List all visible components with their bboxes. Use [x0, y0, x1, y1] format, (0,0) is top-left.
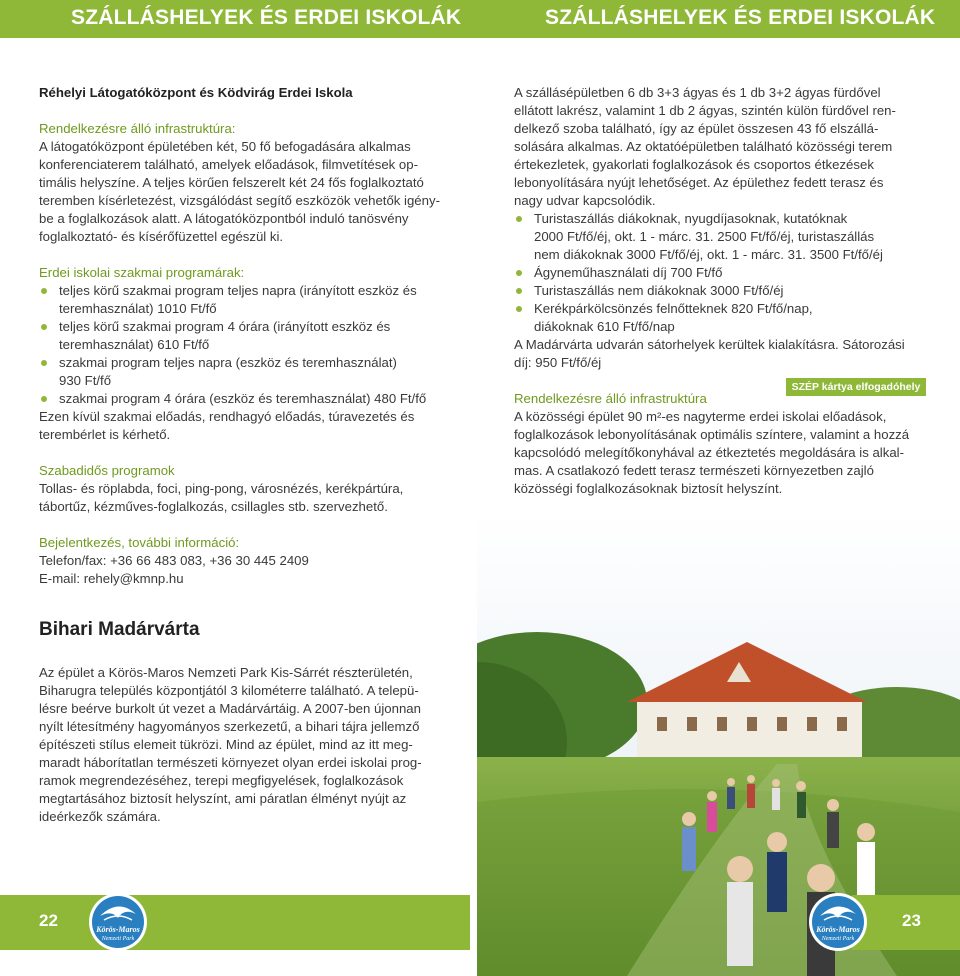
- infra-text-right: [514, 408, 924, 498]
- header-title-right: SZÁLLÁSHELYEK ÉS ERDEI ISKOLÁK: [545, 6, 936, 29]
- tent-text: [514, 336, 924, 372]
- text-line: solására alkalmas. Az oktatóépületben található közösségi terem: [514, 139, 893, 154]
- list-item-line: teljes körű szakmai program teljes napra (irányított eszköz és: [59, 283, 417, 298]
- lodging-intro-text: [514, 84, 924, 210]
- text-line: értekezletek, gyakorlati foglalkozások és csoportos étkezések: [514, 157, 874, 172]
- park-logo-right: [808, 892, 868, 952]
- text-line: Az épület a Körös-Maros Nemzeti Park Kis-Sárrét részterületén,: [39, 665, 413, 680]
- text-line: kapcsolódó melegítőkonyhával az étkeztetés megoldására is alkal-: [514, 445, 904, 460]
- text-line: delkező szoba található, így az épület összesen 43 fő elszállá-: [514, 121, 879, 136]
- list-item-line: 2000 Ft/fő/éj, okt. 1 - márc. 31. 2500 Ft/fő/éj, turistaszállás: [534, 229, 875, 244]
- text-line: lebonyolítására nyújt lehetőséget. Az épülethez fedett terasz és: [514, 175, 884, 190]
- page-number-right: 23: [902, 911, 921, 930]
- text-line: építészeti stílus elemeit tükrözi. Mind az épület, mind az itt meg-: [39, 737, 413, 752]
- section-title-rehely: Réhelyi Látogatóközpont és Ködvirág Erdei Iskola: [39, 85, 353, 100]
- text-line: nagy udvar kapcsolódik.: [514, 193, 656, 208]
- text-line: mas. A csatlakozó fedett terasz természeti környezetben zajló: [514, 463, 874, 478]
- text-line: tábortűz, kézműves-foglalkozás, csillagles stb. szervezhető.: [39, 499, 388, 514]
- text-line: A látogatóközpont épületében két, 50 fő befogadására alkalmas: [39, 139, 411, 154]
- list-item: [514, 264, 924, 282]
- text-line: megtartásához biztosít helyszínt, ami páratlan élményt nyújt az: [39, 791, 407, 806]
- free-time-heading: Szabadidős programok: [39, 463, 175, 478]
- free-time-text: [39, 480, 451, 516]
- text-line: Telefon/fax: +36 66 483 083, +36 30 445 2409: [39, 553, 309, 568]
- header-title-left: SZÁLLÁSHELYEK ÉS ERDEI ISKOLÁK: [71, 6, 462, 29]
- text-line: konferenciaterem található, amelyek előadások, filmvetítések op-: [39, 157, 418, 172]
- list-item-line: 930 Ft/fő: [59, 373, 112, 388]
- contact-text-left: [39, 552, 451, 588]
- text-line: Biharugra település központjától 3 kilométerre található. A telepü-: [39, 683, 419, 698]
- text-line: A Madárvárta udvarán sátorhelyek kerültek kialakításra. Sátorozási: [514, 337, 905, 352]
- header-bar: [0, 0, 960, 38]
- text-line: foglalkoztató- és kísérőfüzettel egészül ki.: [39, 229, 284, 244]
- text-line: díj: 950 Ft/fő/éj: [514, 355, 602, 370]
- footer-bar-left: [0, 895, 470, 950]
- text-line: ellátott lakrész, valamint 1 db 2 ágyas, szintén külön fürdővel ren-: [514, 103, 896, 118]
- infra-heading-left: Rendelkezésre álló infrastruktúra:: [39, 121, 236, 136]
- park-logo-icon: [808, 892, 868, 952]
- infra-text-left: [39, 138, 451, 246]
- list-item-line: Turistaszállás nem diákoknak 3000 Ft/fő/éj: [534, 283, 784, 298]
- text-line: maradt háborítatlan természeti környezet olyan erdei iskolai prog-: [39, 755, 422, 770]
- text-line: A szállásépületben 6 db 3+3 ágyas és 1 db 3+2 ágyas fürdővel: [514, 85, 881, 100]
- list-item: [514, 210, 924, 264]
- list-item-line: teljes körű szakmai program 4 órára (irányított eszköz és: [59, 319, 391, 334]
- text-line: teremben kísérletezést, vizsgálódást segítő eszközök vehetők igény-: [39, 193, 440, 208]
- prices-heading-left: Erdei iskolai szakmai programárak:: [39, 265, 245, 280]
- list-item: [39, 354, 451, 390]
- lodging-price-list: [514, 210, 924, 336]
- madarvarta-description: [39, 664, 451, 826]
- list-item: [39, 390, 451, 408]
- text-line: terembérlet is kérhető.: [39, 427, 171, 442]
- list-item-line: nem diákoknak 3000 Ft/fő/éj, okt. 1 - márc. 31. 3500 Ft/fő/éj: [534, 247, 883, 262]
- page-number-left: 22: [39, 911, 58, 930]
- szep-card-badge: SZÉP kártya elfogadóhely: [786, 378, 926, 396]
- park-logo-left: [88, 892, 148, 952]
- contact-heading-left: Bejelentkezés, további információ:: [39, 535, 240, 550]
- list-item-line: teremhasználat) 1010 Ft/fő: [59, 301, 217, 316]
- logo-text-line2: Nemzeti Park: [101, 936, 135, 942]
- list-item: [39, 318, 451, 354]
- list-item-line: diákoknak 610 Ft/fő/nap: [534, 319, 675, 334]
- logo-text-line1: Körös-Maros: [816, 925, 860, 934]
- left-column: [39, 84, 451, 826]
- list-item: [514, 300, 924, 336]
- text-line: ideérkezők számára.: [39, 809, 161, 824]
- text-line: ramok megrendezéséhez, terepi megfigyelések, foglalkozások: [39, 773, 404, 788]
- logo-text-line2: Nemzeti Park: [821, 936, 855, 942]
- text-line: lésre beérve burkolt út vezet a Madárvártáig. A 2007-ben újonnan: [39, 701, 421, 716]
- text-line: Tollas- és röplabda, foci, ping-pong, városnézés, kerékpártúra,: [39, 481, 404, 496]
- list-item-line: szakmai program 4 órára (eszköz és teremhasználat) 480 Ft/fő: [59, 391, 427, 406]
- text-line: E-mail: rehely@kmnp.hu: [39, 571, 184, 586]
- list-item-line: szakmai program teljes napra (eszköz és teremhasználat): [59, 355, 397, 370]
- list-item-line: Kerékpárkölcsönzés felnőtteknek 820 Ft/fő/nap,: [534, 301, 813, 316]
- text-line: foglalkozások lebonyolításának optimális színtere, valamint a hozzá: [514, 427, 910, 442]
- list-item: [39, 282, 451, 318]
- infra-heading-right: Rendelkezésre álló infrastruktúra: [514, 391, 707, 406]
- text-line: nyílt létesítmény hagyományos szerkezetű, a bihari tájra jellemző: [39, 719, 420, 734]
- price-list-left: [39, 282, 451, 408]
- extra-services-text: [39, 408, 451, 444]
- text-line: közösségi foglalkozásoknak biztosít helyszínt.: [514, 481, 783, 496]
- logo-text-line1: Körös-Maros: [96, 925, 140, 934]
- text-line: A közösségi épület 90 m²-es nagyterme erdei iskolai előadások,: [514, 409, 887, 424]
- text-line: be a foglalkozások alatt. A látogatóközpontból induló tanösvény: [39, 211, 409, 226]
- list-item-line: Turistaszállás diákoknak, nyugdíjasoknak, kutatóknak: [534, 211, 848, 226]
- park-logo-icon: [88, 892, 148, 952]
- section-title-madarvarta: Bihari Madárvárta: [39, 619, 200, 640]
- list-item-line: Ágyneműhasználati díj 700 Ft/fő: [534, 265, 723, 280]
- text-line: timális helyszíne. A teljes körűen felszerelt két 24 fős foglalkoztató: [39, 175, 424, 190]
- list-item: [514, 282, 924, 300]
- list-item-line: teremhasználat) 610 Ft/fő: [59, 337, 210, 352]
- text-line: Ezen kívül szakmai előadás, rendhagyó előadás, túravezetés és: [39, 409, 415, 424]
